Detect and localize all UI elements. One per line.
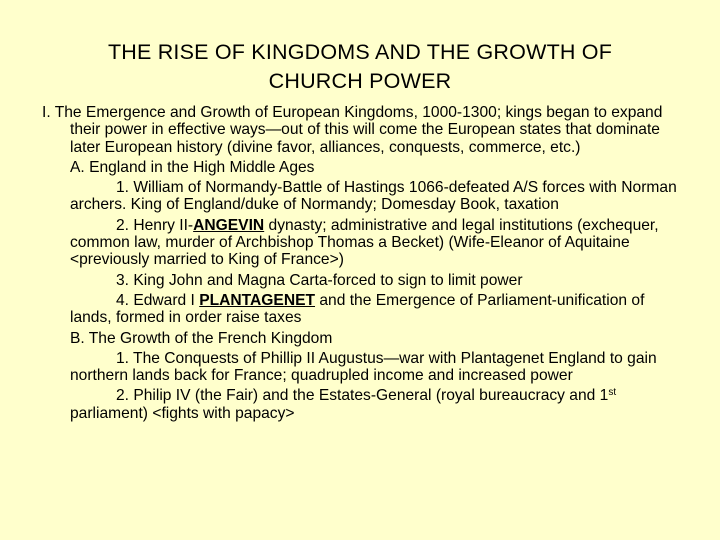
item-a2	[42, 217, 686, 269]
item-a1: 1. William of Normandy-Battle of Hastings 1066-defeated A/S forces with Norman archers. King of England/duke of Normandy; Domesday Book, taxation	[70, 179, 677, 214]
item-a4	[42, 292, 686, 327]
slide-title	[40, 38, 680, 96]
item-b2-superscript: st	[608, 387, 617, 399]
section-b-heading: B. The Growth of the French Kingdom	[70, 329, 333, 347]
item-a4-pre: 4. Edward I	[116, 291, 200, 309]
item-a2-post: dynasty; administrative and legal institutions (exchequer, common law, murder of Archbishop Thomas a Becket) (Wife-Eleanor of Aquitaine <previously married to King of France>)	[70, 216, 659, 269]
item-a4-underlined: PLANTAGENET	[199, 291, 316, 309]
title-line-2: CHURCH POWER	[268, 69, 452, 93]
item-a2-underlined: ANGEVIN	[193, 216, 265, 234]
item-a4-post: and the Emergence of Parliament-unification of lands, formed in order raise taxes	[70, 291, 645, 327]
item-b2-pre: 2. Philip IV (the Fair) and the Estates-General (royal bureaucracy and 1	[116, 387, 609, 405]
section-a-heading: A. England in the High Middle Ages	[70, 158, 315, 176]
item-a3: 3. King John and Magna Carta-forced to sign to limit power	[116, 271, 523, 289]
item-b2-post: parliament) <fights with papacy>	[70, 404, 295, 422]
section-i-text: I. The Emergence and Growth of European Kingdoms, 1000-1300; kings began to expand their power in effective ways—out of this will come the European states that dominate later European history (divine favor, alliances, conquests, commerce, etc.)	[42, 104, 663, 156]
slide-body	[42, 104, 686, 422]
item-b1: 1. The Conquests of Phillip II Augustus—war with Plantagenet England to gain northern lands back for France; quadrupled income and increased power	[70, 349, 657, 385]
title-line-1: THE RISE OF KINGDOMS AND THE GROWTH OF	[107, 40, 613, 64]
item-a2-pre: 2. Henry II-	[116, 216, 194, 234]
item-b2	[42, 387, 686, 422]
